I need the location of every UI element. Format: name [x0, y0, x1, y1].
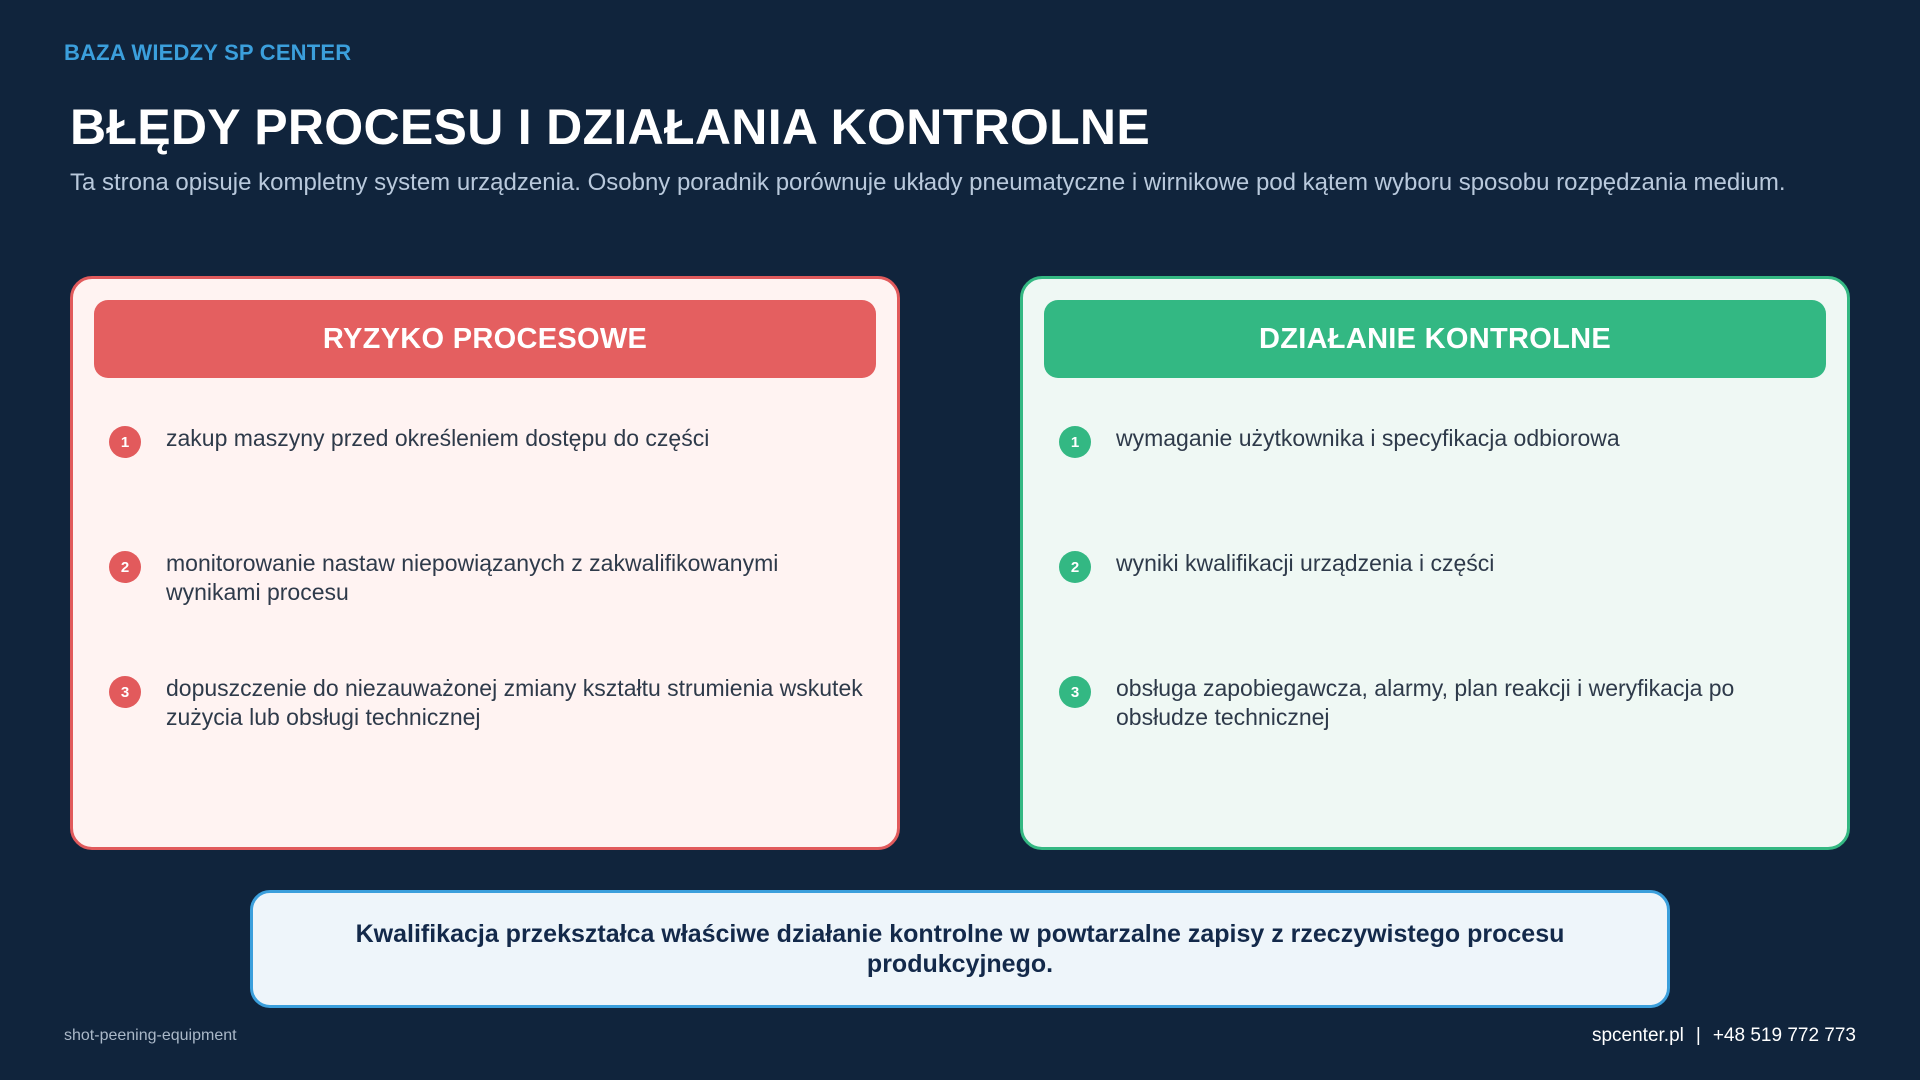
number-badge: 1	[1059, 426, 1091, 458]
number-badge: 2	[1059, 551, 1091, 583]
risk-item-text: monitorowanie nastaw niepowiązanych z zakwalifikowanymi wynikami procesu	[166, 550, 779, 605]
number-badge: 1	[109, 426, 141, 458]
footer-slug: shot-peening-equipment	[64, 1027, 237, 1044]
footer-phone: +48 519 772 773	[1712, 1025, 1856, 1046]
control-item	[1059, 549, 1819, 674]
page-title: BŁĘDY PROCESU I DZIAŁANIA KONTROLNE	[70, 99, 1150, 155]
risk-card	[70, 276, 900, 850]
risk-card-title: RYZYKO PROCESOWE	[94, 300, 876, 378]
summary-box	[250, 890, 1670, 1008]
number-badge: 2	[109, 551, 141, 583]
risk-item	[109, 674, 869, 799]
number-badge: 3	[1059, 676, 1091, 708]
risk-item-text: zakup maszyny przed określeniem dostępu do części	[166, 425, 710, 451]
risk-list	[109, 424, 869, 799]
footer-separator: |	[1695, 1025, 1701, 1046]
risk-item	[109, 549, 869, 674]
control-item-text: wymaganie użytkownika i specyfikacja odbiorowa	[1116, 425, 1620, 451]
brand-label: BAZA WIEDZY SP CENTER	[64, 40, 352, 65]
summary-text: Kwalifikacja przekształca właściwe działanie kontrolne w powtarzalne zapisy z rzeczywistego procesu produkcyjnego.	[355, 920, 1565, 978]
control-card	[1020, 276, 1850, 850]
control-item	[1059, 424, 1819, 549]
control-card-title: DZIAŁANIE KONTROLNE	[1044, 300, 1826, 378]
footer-website: spcenter.pl	[1591, 1025, 1684, 1046]
page-subtitle: Ta strona opisuje kompletny system urządzenia. Osobny poradnik porównuje układy pneumatyczne i wirnikowe pod kątem wyboru sposobu rozpędzania medium.	[70, 169, 1786, 196]
control-item-text: obsługa zapobiegawcza, alarmy, plan reakcji i weryfikacja po obsłudze technicznej	[1116, 675, 1735, 730]
control-item-text: wyniki kwalifikacji urządzenia i części	[1116, 550, 1495, 576]
control-list	[1059, 424, 1819, 799]
risk-item-text: dopuszczenie do niezauważonej zmiany kształtu strumienia wskutek zużycia lub obsługi technicznej	[166, 675, 863, 730]
risk-item	[109, 424, 869, 549]
number-badge: 3	[109, 676, 141, 708]
footer-contact	[1592, 1025, 1856, 1047]
control-item	[1059, 674, 1819, 799]
